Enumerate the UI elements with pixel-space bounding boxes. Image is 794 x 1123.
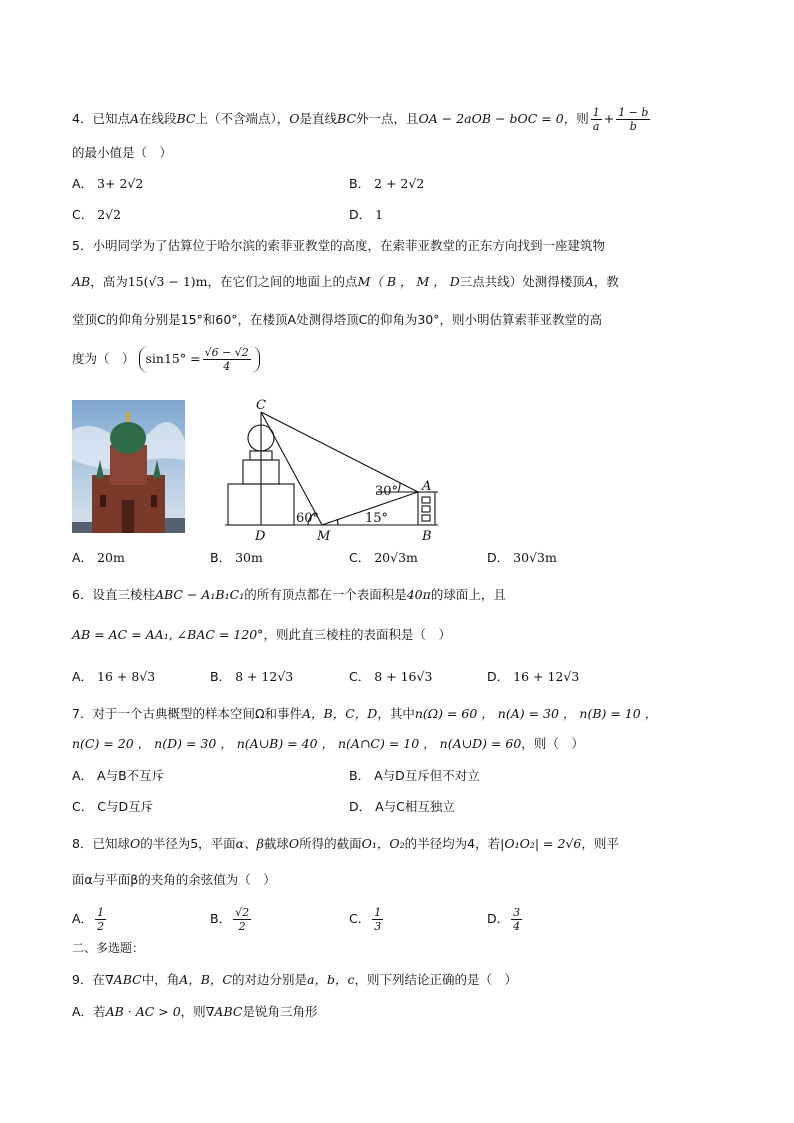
q9-option-a[interactable]: A．若AB · AC > 0，则∇ABC是锐角三角形 xyxy=(72,1004,318,1019)
line-CM xyxy=(261,412,322,525)
label-angle-60: 60° xyxy=(296,511,320,526)
q8-option-b[interactable]: B． $\frac{√2}{2}$ xyxy=(210,906,250,933)
q4-number: 4． xyxy=(72,111,93,126)
section-heading: 二、多选题： xyxy=(72,941,145,955)
q4-vector-equation: OA − 2aOB − bOC = 0 xyxy=(418,111,564,126)
label-angle-30: 30° xyxy=(375,484,399,499)
q5-line4: 度为（ ） sin15° = $\frac{√6 - √2}{4}$ xyxy=(72,346,260,373)
q4-fraction-2: $\frac{1 - b}{b}$ xyxy=(618,106,649,133)
label-D: D xyxy=(255,529,266,544)
q4-option-c[interactable]: C． 2√2 xyxy=(72,207,122,222)
q5-line3: 堂顶C的仰角分别是15°和60°，在楼顶A处测得塔顶C的仰角为30°，则小明估算索菲亚教堂的高 xyxy=(72,312,602,327)
q5-hint: sin15° = $\frac{√6 - √2}{4}$ xyxy=(139,346,260,373)
q6-option-d[interactable]: D． 16 + 12√3 xyxy=(487,669,580,684)
q6-line1: 6．设直三棱柱ABC − A₁B₁C₁的所有顶点都在一个表面积是40π的球面上，且 xyxy=(72,587,506,602)
label-A: A xyxy=(422,479,432,494)
q4-option-d[interactable]: D． 1 xyxy=(349,207,384,222)
q5-option-a[interactable]: A． 20m xyxy=(72,550,125,565)
q8-line2: 面α与平面β的夹角的余弦值为（ ） xyxy=(72,872,276,887)
q4-option-a[interactable]: A． 3+ 2√2 xyxy=(72,176,144,191)
q8-option-a[interactable]: A． $\frac{1}{2}$ xyxy=(72,906,105,933)
q9-line1: 9．在∇ABC中，角A，B，C的对边分别是a，b，c，则下列结论正确的是（ ） xyxy=(72,972,517,987)
label-B: B xyxy=(422,529,432,544)
q5-option-c[interactable]: C． 20√3m xyxy=(349,550,418,565)
q7-option-d[interactable]: D． A与C相互独立 xyxy=(349,799,455,814)
cathedral-photo xyxy=(72,400,185,533)
q4-fraction-1: $\frac{1}{a}$ xyxy=(592,106,600,133)
q7-line1: 7．对于一个古典概型的样本空间Ω和事件A，B，C，D，其中n(Ω) = 60 ， n(A) = 30 ， n(B) = 10 ， xyxy=(72,706,658,721)
q7-option-a[interactable]: A． A与B不互斥 xyxy=(72,768,165,783)
q6-option-a[interactable]: A． 16 + 8√3 xyxy=(72,669,156,684)
q7-option-c[interactable]: C． C与D互斥 xyxy=(72,799,154,814)
q5-line2: AB，高为15(√3 − 1)m，在它们之间的地面上的点M（ B ， M ， D三点共线）处测得楼顶A，教 xyxy=(72,274,619,289)
q8-line1: 8．已知球O的半径为5，平面α、β截球O所得的截面O₁，O₂的半径均为4，若|O₁O₂| = 2√6，则平 xyxy=(72,836,619,851)
q6-option-b[interactable]: B． 8 + 12√3 xyxy=(210,669,294,684)
label-M: M xyxy=(317,529,331,544)
q5-geometry-figure xyxy=(220,398,450,546)
q5-line1: 5．小明同学为了估算位于哈尔滨的索菲亚教堂的高度，在索菲亚教堂的正东方向找到一座建筑物 xyxy=(72,238,605,253)
label-C: C xyxy=(256,398,266,413)
q8-option-d[interactable]: D． $\frac{3}{4}$ xyxy=(487,906,521,933)
q4-line1: 4．已知点A在线段BC上（不含端点），O是直线BC外一点，且OA − 2aOB − bOC = 0，则 $\frac{1}{a}$ + $\frac{1 - b}{b}$ xyxy=(72,106,649,133)
label-angle-15: 15° xyxy=(365,511,389,526)
q4-option-b[interactable]: B． 2 + 2√2 xyxy=(349,176,425,191)
q8-option-c[interactable]: C． $\frac{1}{3}$ xyxy=(349,906,382,933)
line-CA xyxy=(261,412,418,492)
q5-option-b[interactable]: B． 30m xyxy=(210,550,263,565)
q6-option-c[interactable]: C． 8 + 16√3 xyxy=(349,669,433,684)
q4-line2: 的最小值是（ ） xyxy=(72,145,173,160)
q7-line2: n(C) = 20 ， n(D) = 30 ， n(A∪B) = 40 ， n(A∩C) = 10 ， n(A∪D) = 60，则（ ） xyxy=(72,736,584,751)
q7-option-b[interactable]: B． A与D互斥但不对立 xyxy=(349,768,480,783)
q5-option-d[interactable]: D． 30√3m xyxy=(487,550,557,565)
q6-line2: AB = AC = AA₁, ∠BAC = 120°，则此直三棱柱的表面积是（ ） xyxy=(72,627,451,642)
